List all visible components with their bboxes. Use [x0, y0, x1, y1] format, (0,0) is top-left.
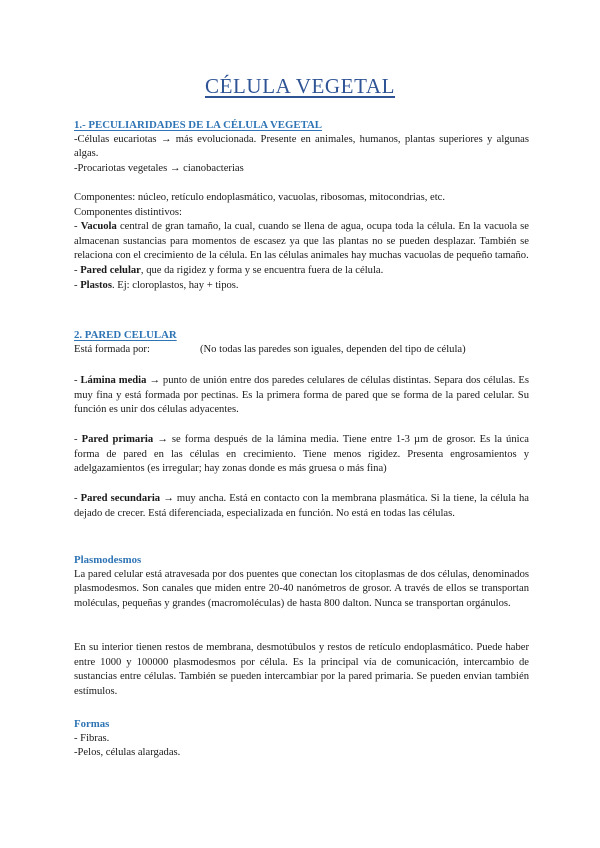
term-secundaria: Pared secundaria [80, 493, 161, 504]
section-plasmodesmos [74, 553, 529, 611]
text-vacuola: central de gran tamaño, la cual, cuando se llena de agua, ocupa toda la célula. En la vacuola se almacenan sustancias para momentos de escasez ya que las plantas no se pueden desplazar. También se relaciona con el crecimiento de la célula. En las células animales hay muchas vacuolas de pequeño tamaño. [74, 221, 529, 262]
paragraph-plasmo-1: La pared celular está atravesada por dos puentes que conectan los citoplasmas de dos células, denominados plasmodesmos. Son canales que miden entre 20-40 nanómetros de grosor. A través de ellos se transportan moléculas, pequeñas y grandes (macromoléculas) de hasta 800 dalton. Nunca se transportan orgánulos. [74, 568, 529, 609]
text-secundaria: → muy ancha. Está en contacto con la membrana plasmática. Si la tiene, la célula ha dejado de crecer. Está diferenciada, especializada en función. No está en todas las células. [74, 493, 529, 519]
paragraph-procariotas: -Procariotas vegetales → cianobacterias [74, 162, 244, 174]
paragraph-componentes: Componentes: núcleo, retículo endoplasmático, vacuolas, ribosomas, mitocondrias, etc. [74, 192, 445, 203]
term-vacuola: Vacuola [80, 221, 117, 233]
paragraph-distintivos: Componentes distintivos: [74, 206, 183, 218]
section-formas [74, 717, 529, 761]
text-pared: , que da rigidez y forma y se encuentra fuera de la célula. [140, 264, 384, 276]
section-componentes [74, 191, 529, 293]
paragraph-eucariotas: -Células eucariotas → más evolucionada. Presente en animales, humanos, plantas superiores y algunas algas. [74, 133, 529, 160]
text-note: (No todas las paredes son iguales, dependen del tipo de célula) [200, 343, 466, 355]
formada-row [74, 343, 529, 358]
list-item: - Fibras. [74, 732, 110, 744]
section-heading: 1.- PECULIARIDADES DE LA CÉLULA VEGETAL [74, 119, 322, 131]
subsection-heading: Formas [74, 718, 110, 730]
text-plastos: . Ej: cloroplastos, hay + tipos. [111, 279, 239, 291]
term-primaria: Pared primaria [81, 434, 154, 445]
paragraph-vacuola: - Vacuola central de gran tamaño, la cual, cuando se llena de agua, ocupa toda la célula. En la vacuola se almacenan sustancias para momentos de escasez ya que las plantas no se pueden desplazar. También se relaciona con el crecimiento de la célula. En las células animales hay muchas vacuolas de pequeño tamaño. [74, 221, 529, 262]
text-lamina: → punto de unión entre dos paredes celulares de células distintas. Separa dos células. Es muy fina y está formada por pectinas. Es la primera forma de pared que se forma de la pared celular. Su función es unir dos células adyacentes. [74, 375, 529, 416]
subsection-heading: Plasmodesmos [74, 554, 142, 566]
term-plastos: Plastos [80, 279, 112, 291]
term-pared: Pared celular [80, 264, 141, 276]
paragraph-plasmo-2: En su interior tienen restos de membrana, desmotúbulos y restos de retículo endoplasmático. Puede haber entre 1000 y 100000 plasmodesmos por célula. Es la principal vía de comunicación, intercambio de sustancias entre células. También se pueden intercambiar por la pared primaria. Se pueden envian también estímulos. [74, 642, 529, 697]
paragraph-plasmo-2-block [74, 641, 529, 699]
page-title: CÉLULA VEGETAL [204, 74, 396, 98]
paragraph-pared: - Pared celular, que da rigidez y forma y se encuentra fuera de la célula. [74, 264, 384, 276]
section-heading: 2. PARED CELULAR [74, 329, 177, 341]
text-formada: Está formada por: [74, 343, 150, 355]
section-pared-celular [74, 328, 529, 358]
paragraph-plastos: - Plastos. Ej: cloroplastos, hay + tipos. [74, 279, 239, 291]
section-peculiaridades [74, 118, 529, 176]
paragraph-pared-secundaria: - Pared secundaria → muy ancha. Está en contacto con la membrana plasmática. Si la tiene, la célula ha dejado de crecer. Está diferenciada, especializada en función. No está en todas las células. [74, 493, 529, 519]
term-lamina: Lámina media [80, 375, 147, 386]
text-primaria: → se forma después de la lámina media. Tiene entre 1-3 µm de grosor. Es la única forma de pared en las células en crecimiento. Tiene menos rigidez. Presenta engrosamientos y adelgazamientos (es irregular; hay zonas donde es más gruesa o más fina) [74, 434, 529, 475]
paragraph-pared-primaria: - Pared primaria → se forma después de la lámina media. Tiene entre 1-3 µm de grosor. Es la única forma de pared en las células en crecimiento. Tiene menos rigidez. Presenta engrosamientos y adelgazamientos (es irregular; hay zonas donde es más gruesa o más fina) [74, 434, 529, 475]
list-item: -Pelos, células alargadas. [74, 747, 181, 759]
paragraph-lamina-media: - Lámina media → punto de unión entre dos paredes celulares de células distintas. Separa dos células. Es muy fina y está formada por pectinas. Es la primera forma de pared que se forma de la pared celular. Su función es unir dos células adyacentes. [74, 375, 529, 416]
